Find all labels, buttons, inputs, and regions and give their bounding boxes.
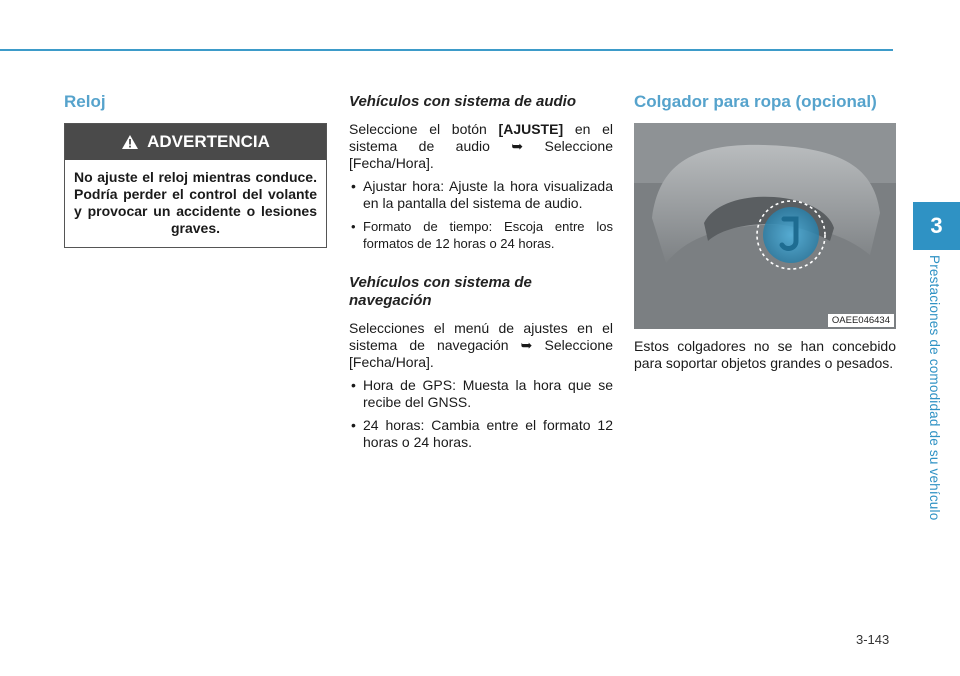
list-item: • Ajustar hora: Ajuste la hora visualizada en la pantalla del sistema de audio. — [349, 178, 613, 212]
chapter-number: 3 — [930, 213, 943, 238]
warning-box — [64, 123, 327, 248]
list-item: • 24 horas: Cambia entre el formato 12 horas o 24 horas. — [349, 417, 613, 451]
ajuste-button-label: [AJUSTE] — [498, 121, 564, 137]
warning-title: ADVERTENCIA — [147, 132, 270, 151]
column-clock-settings — [349, 88, 613, 457]
audio-heading: Vehículos con sistema de audio — [349, 93, 577, 110]
column-coat-hanger — [634, 88, 896, 372]
audio-bullet-list — [349, 178, 613, 252]
chapter-title: Prestaciones de comodidad de su vehículo — [927, 255, 942, 521]
image-code: OAEE046434 — [828, 314, 894, 327]
audio-intro-text: Seleccione el botón — [349, 121, 499, 137]
navigation-intro: Selecciones el menú de ajustes en el sistema de navegación ➥ Seleccione [Fecha/Hora]. — [349, 320, 613, 370]
clock-heading: Reloj — [64, 92, 106, 111]
list-item: • Hora de GPS: Muesta la hora que se recibe del GNSS. — [349, 377, 613, 411]
chapter-tab — [913, 202, 960, 250]
list-item: • Formato de tiempo: Escoja entre los formatos de 12 horas o 24 horas. — [349, 218, 613, 252]
coat-hanger-illustration — [634, 123, 896, 329]
warning-triangle-icon — [121, 134, 139, 150]
navigation-bullet-list — [349, 377, 613, 451]
audio-intro — [349, 121, 613, 172]
page-number: 3-143 — [856, 632, 890, 647]
navigation-heading: Vehículos con sistema de navegación — [349, 274, 532, 309]
coat-hanger-photo — [634, 123, 896, 329]
coat-hanger-heading: Colgador para ropa (opcional) — [634, 92, 877, 111]
coat-hanger-text: Estos colgadores no se han concebido para soportar objetos grandes o pesados. — [634, 338, 896, 371]
warning-text: No ajuste el reloj mientras conduce. Podría perder el control del volante y provocar un accidente o lesiones graves. — [74, 169, 317, 236]
header-rule — [0, 49, 893, 51]
audio-intro-text-end: en el sistema de audio ➥ Seleccione [Fecha/Hora]. — [349, 121, 613, 171]
warning-header — [65, 124, 326, 160]
column-clock — [64, 88, 327, 248]
